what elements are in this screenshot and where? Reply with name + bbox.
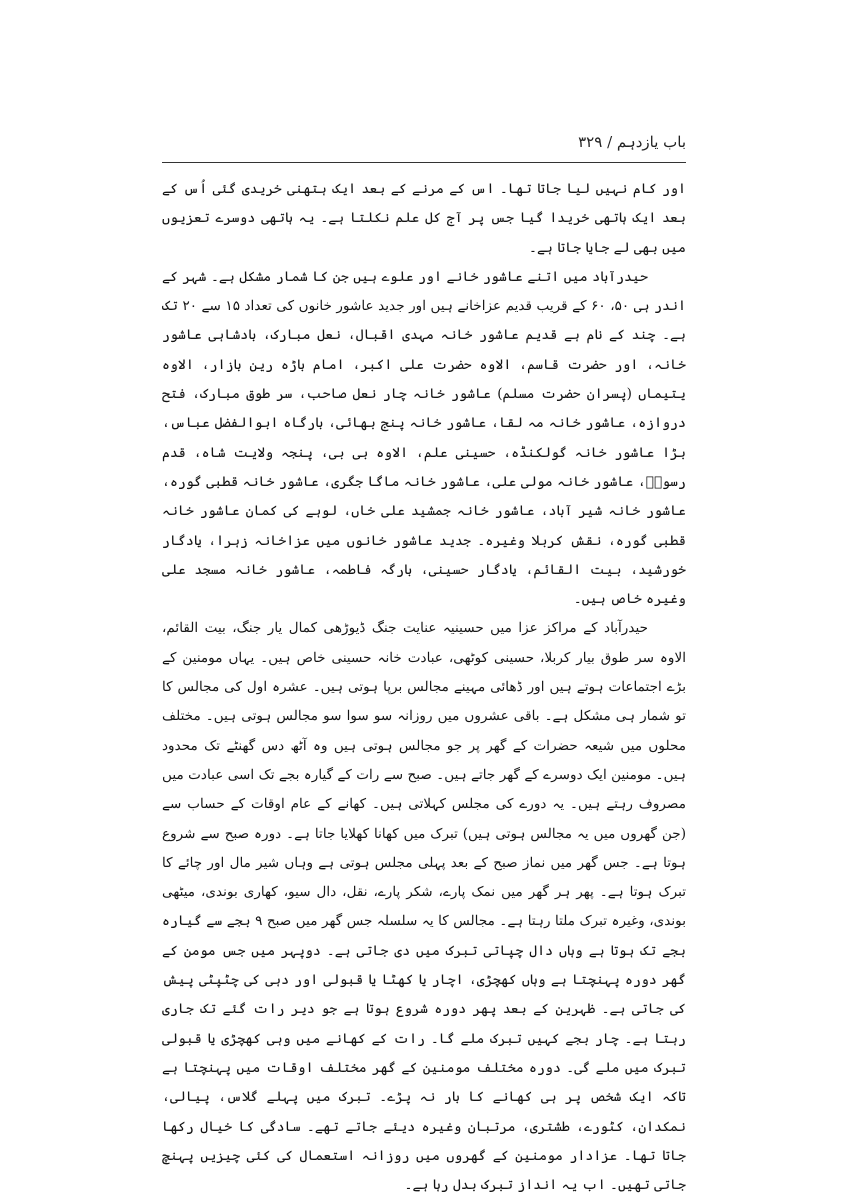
chapter-title: باب یازدہم: [616, 133, 686, 151]
page-number: ۳۲۹: [578, 133, 603, 151]
paragraph-majalis: حیدرآباد کے مراکز عزا میں حسینیہ عنایت جنگ ڈیوڑھی کمال یار جنگ، بیت القائم، الاوہ سر طوق بیار کربلا، حسینی کوٹھی، عبادت خانہ حسینی خاص ہیں۔ یہاں مومنین کے بڑے اجتماعات ہوتے ہیں اور ڈھائی مہینے مجالس برپا ہوتی ہیں۔ عشرہ اول کی مجالس کا تو شمار ہی مشکل ہے۔ باقی عشروں میں روزانہ سو سوا سو مجالس ہوتی ہیں۔ مختلف محلوں میں شیعہ حضرات کے گھر پر جو مجالس ہوتی ہیں وہ آٹھ دس گھنٹے تک محدود ہیں۔ مومنین ایک دوسرے کے گھر جاتے ہیں۔ صبح سے رات کے گیارہ بجے تک اسی عبادت میں مصروف رہتے ہیں۔ یہ دورے کی مجلس کہلاتی ہیں۔ کھانے کے عام اوقات کے حساب سے (جن گھروں میں یہ مجالس ہوتی ہیں) تبرک میں کھانا کھلایا جاتا ہے۔ دورہ صبح سے شروع ہوتا ہے۔ جس گھر میں نماز صبح کے بعد پہلی مجلس ہوتی ہے وہاں شیر مال اور چائے کا تبرک ہوتا ہے۔ پھر ہر گھر میں نمک پارے، شکر پارے، نقل، دال سیو، کھاری بوندی، میٹھی بوندی، وغیرہ تبرک ملتا رہتا ہے۔ مجالس کا یہ سلسلہ جس گھر میں صبح ۹ بجے سے گیارہ بجے تک ہوتا ہے وہاں دال چپاتی تبرک میں دی جاتی ہے۔ دوپہر میں جس مومن کے گھر دورہ پہنچتا ہے وہاں کھچڑی، اچار یا کھٹا یا قبولی اور دہی کی چٹپٹی پیش کی جاتی ہے۔ ظہرین کے بعد پھر دورہ شروع ہوتا ہے جو دیر رات گئے تک جاری رہتا ہے۔ چار بجے کہیں تبرک ملے گا۔ رات کے کھانے میں وہی کھچڑی یا قبولی تبرک میں ملے گی۔ دورہ مختلف مومنین کے گھر مختلف اوقات میں پہنچتا ہے تاکہ ایک شخص پر ہی کھانے کا بار نہ پڑے۔ تبرک میں پہلے گلاس، پیالی، نمکدان، کٹورے، طشتری، مرتبان وغیرہ دیئے جاتے تھے۔ سادگی کا خیال رکھا جاتا تھا۔ عزادار مومنین کے گھروں میں روزانہ استعمال کی کئی چیزیں پہنچ جاتی تھیں۔ اب یہ انداز تبرک بدل رہا ہے۔: [162, 620, 686, 1194]
running-header: [162, 130, 686, 160]
body-text: [162, 175, 686, 1194]
header-rule: [162, 162, 686, 163]
paragraph-ashurkhanas: حیدرآباد میں اتنے عاشور خانے اور علوے ہیں جن کا شمار مشکل ہے۔ شہر کے اندر ہی ۵۰، ۶۰ کے قریب قدیم عزاخانے ہیں اور جدید عاشور خانوں کی تعداد ۱۵ سے ۲۰ تک ہے۔ چند کے نام ہے قدیم عاشور خانہ مہدی اقبال، نعل مبارک، بادشاہی عاشور خانہ، اور حضرت قاسم، الاوہ حضرت علی اکبر، امام باڑہ رین بازار، الاوہ یتیماں (پسران حضرت مسلم) عاشور خانہ چار نعل صاحب، سر طوق مبارک، فتح دروازہ، عاشور خانہ مہ لقا، عاشور خانہ پنج بھائی، بارگاہ ابوالفضل عباس، بڑا عاشور خانہ گولکنڈہ، حسینی علم، الاوہ بی بی، پنجہ ولایت شاہ، قدم رسولؐ، عاشور خانہ مولی علی، عاشور خانہ ماگا جگری، عاشور خانہ قطبی گورہ، عاشور خانہ شیر آباد، عاشور خانہ جمشید علی خاں، لوہے کی کمان عاشور خانہ قطبی گورہ، نقش کربلا وغیرہ۔ جدید عاشور خانوں میں عزاخانہ زہرا، یادگار خورشید، بیت القائم، یادگار حسینی، بارگہ فاطمہ، عاشور خانہ مسجد علی وغیرہ خاص ہیں۔: [162, 268, 686, 608]
paragraph-continuation: اور کام نہیں لیا جاتا تھا۔ اس کے مرنے کے بعد ایک ہتھنی خریدی گئی اُس کے بعد ایک ہاتھی خریدا گیا جس پر آج کل علم نکلتا ہے۔ یہ ہاتھی دوسرے تعزیوں میں بھی لے جایا جاتا ہے۔: [162, 181, 686, 256]
header-separator: /: [607, 133, 613, 151]
